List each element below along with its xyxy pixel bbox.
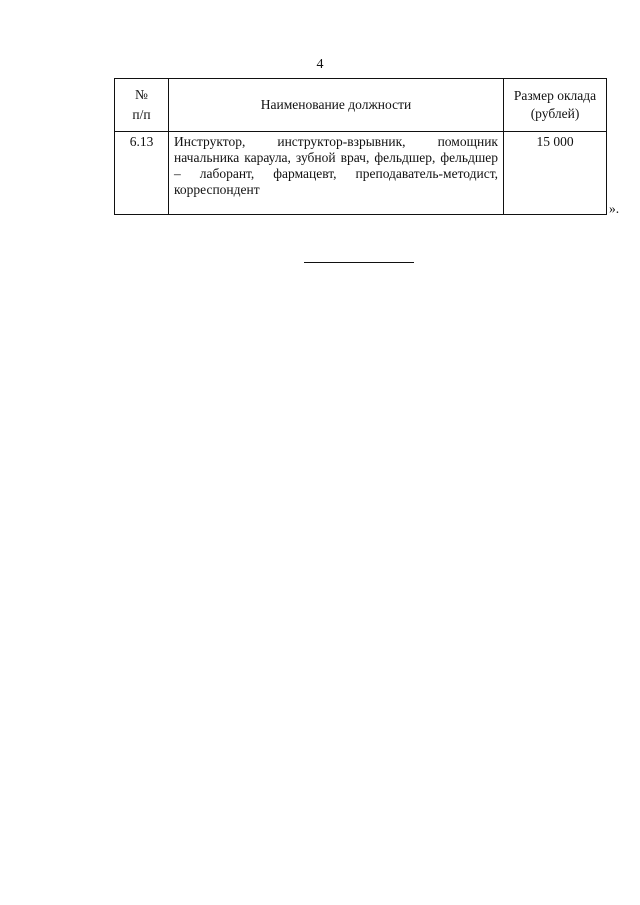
end-rule-line: [304, 262, 414, 263]
closing-quote: ».: [609, 201, 620, 216]
salary-table: [114, 78, 607, 215]
header-position: Наименование должности: [169, 79, 504, 132]
header-salary: [504, 79, 607, 132]
cell-salary: 15 000: [504, 132, 607, 215]
cell-position: Инструктор, инструктор-взрывник, помощник начальника караула, зубной врач, фельдшер, фельдшер – лаборант, фармацевт, преподаватель-методист, корреспондент: [169, 132, 504, 215]
header-number-abbr: п/п: [132, 107, 151, 122]
table-header-row: [115, 79, 607, 132]
header-salary-unit: (рублей): [530, 106, 580, 121]
page-number: 4: [316, 57, 324, 72]
header-number-symbol: №: [135, 87, 148, 102]
header-salary-title: Размер оклада: [513, 88, 597, 103]
table-row: [115, 132, 607, 215]
cell-number: 6.13: [115, 132, 169, 215]
header-number: [115, 79, 169, 132]
